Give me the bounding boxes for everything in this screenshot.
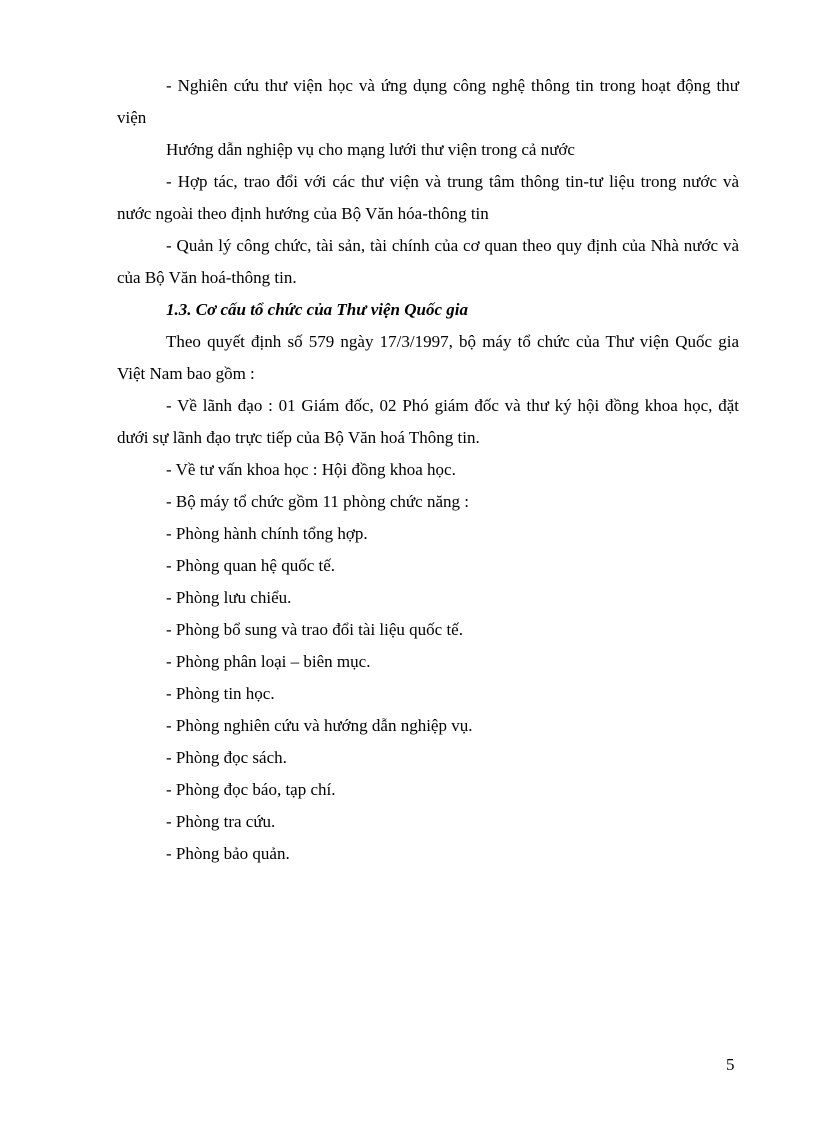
- list-item: - Phòng hành chính tổng hợp.: [166, 524, 368, 543]
- paragraph-guidance: Hướng dẫn nghiệp vụ cho mạng lưới thư viện trong cả nước: [166, 140, 575, 159]
- list-item: - Bộ máy tổ chức gồm 11 phòng chức năng :: [166, 492, 469, 511]
- paragraph-leadership: - Về lãnh đạo : 01 Giám đốc, 02 Phó giám đốc và thư ký hội đồng khoa học, đặt dưới sự lãnh đạo trực tiếp của Bộ Văn hoá Thông tin.: [117, 396, 739, 447]
- section-heading: 1.3. Cơ cấu tổ chức của Thư viện Quốc gia: [166, 300, 468, 319]
- list-item: - Phòng đọc báo, tạp chí.: [166, 780, 336, 799]
- page-number: 5: [726, 1055, 735, 1074]
- list-item: - Phòng bổ sung và trao đổi tài liệu quốc tế.: [166, 620, 463, 639]
- list-item: - Phòng tra cứu.: [166, 812, 276, 831]
- list-item: - Phòng phân loại – biên mục.: [166, 652, 371, 671]
- list-item: - Phòng tin học.: [166, 684, 275, 703]
- paragraph-management: - Quản lý công chức, tài sản, tài chính của cơ quan theo quy định của Nhà nước và của Bộ Văn hoá-thông tin.: [117, 236, 739, 287]
- list-item: - Phòng đọc sách.: [166, 748, 287, 767]
- document-body: [117, 70, 739, 870]
- list-item: - Phòng quan hệ quốc tế.: [166, 556, 336, 575]
- list-item: - Phòng bảo quản.: [166, 844, 290, 863]
- department-list: [117, 454, 739, 870]
- list-item: - Về tư vấn khoa học : Hội đồng khoa học.: [166, 460, 456, 479]
- paragraph-research: - Nghiên cứu thư viện học và ứng dụng công nghệ thông tin trong hoạt động thư viện: [117, 76, 739, 127]
- list-item: - Phòng nghiên cứu và hướng dẫn nghiệp vụ.: [166, 716, 473, 735]
- list-item: - Phòng lưu chiểu.: [166, 588, 292, 607]
- paragraph-cooperation: - Hợp tác, trao đổi với các thư viện và trung tâm thông tin-tư liệu trong nước và nước ngoài theo định hướng của Bộ Văn hóa-thông tin: [117, 172, 739, 223]
- paragraph-decision: Theo quyết định số 579 ngày 17/3/1997, bộ máy tổ chức của Thư viện Quốc gia Việt Nam bao gồm :: [117, 332, 739, 383]
